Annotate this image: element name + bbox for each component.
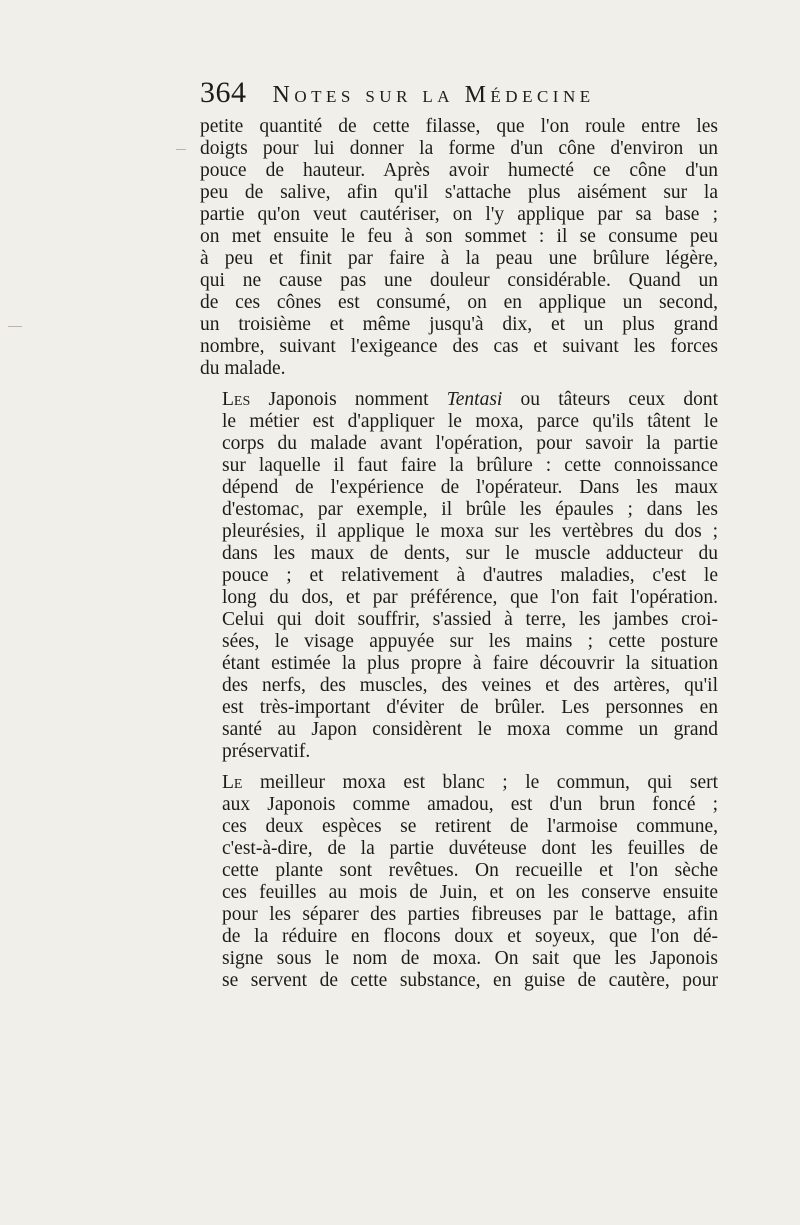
text-line: corps du malade avant l'opération, pour savoir la partie: [222, 433, 718, 454]
first-line: [200, 772, 718, 794]
body-text: [200, 116, 718, 992]
margin-mark: [8, 326, 22, 327]
line-fragment: ou tâteurs ceux dont: [520, 389, 719, 410]
text-line: un troisième et même jusqu'à dix, et un plus grand: [200, 314, 718, 335]
text-line: on met ensuite le feu à son sommet : il se consume peu: [200, 226, 718, 247]
first-line: [200, 389, 718, 411]
text-line: pour les séparer des parties fibreuses par le battage, afin: [222, 904, 718, 925]
line-fragment: Japonois nomment: [268, 389, 429, 410]
lead-word: Le: [222, 772, 243, 793]
text-line: de la réduire en flocons doux et soyeux, que l'on dé-: [222, 926, 718, 947]
margin-mark: [176, 149, 186, 150]
text-line: petite quantité de cette filasse, que l'on roule entre les: [200, 116, 718, 137]
paragraph-3: [200, 772, 718, 992]
text-line: d'estomac, par exemple, il brûle les épaules ; dans les: [222, 499, 718, 520]
page-number: 364: [200, 76, 247, 109]
lead-word: Les: [222, 389, 251, 410]
text-line: pouce de hauteur. Après avoir humecté ce cône d'un: [200, 160, 718, 181]
paragraph-2: [200, 389, 718, 763]
text-line: sur laquelle il faut faire la brûlure : cette connoissance: [222, 455, 718, 476]
italic-term: Tentasi: [446, 389, 503, 410]
text-line: préservatif.: [222, 741, 311, 762]
text-line: est très-important d'éviter de brûler. Les personnes en: [222, 697, 718, 718]
line-fragment: meilleur moxa est blanc ; le commun, qui sert: [260, 772, 719, 793]
running-header: [200, 76, 718, 110]
text-line: pleurésies, il applique le moxa sur les vertèbres du dos ;: [222, 521, 718, 542]
paragraph-1: [200, 116, 718, 380]
text-line: ces feuilles au mois de Juin, et on les conserve ensuite: [222, 882, 718, 903]
text-line: de ces cônes est consumé, on en applique un second,: [200, 292, 718, 313]
text-line: se servent de cette substance, en guise de cautère, pour: [222, 970, 718, 991]
text-line: à peu et finit par faire à la peau une brûlure légère,: [200, 248, 718, 269]
text-line: ces deux espèces se retirent de l'armoise commune,: [222, 816, 718, 837]
text-line: partie qu'on veut cautériser, on l'y applique par sa base ;: [200, 204, 718, 225]
text-line: sées, le visage appuyée sur les mains ; cette posture: [222, 631, 718, 652]
text-line: long du dos, et par préférence, que l'on fait l'opération.: [222, 587, 718, 608]
text-line: cette plante sont revêtues. On recueille et l'on sèche: [222, 860, 718, 881]
text-line: c'est-à-dire, de la partie duvéteuse dont les feuilles de: [222, 838, 718, 859]
text-line: aux Japonois comme amadou, est d'un brun foncé ;: [222, 794, 718, 815]
text-line: doigts pour lui donner la forme d'un cône d'environ un: [200, 138, 718, 159]
text-line: pouce ; et relativement à d'autres maladies, c'est le: [222, 565, 718, 586]
text-line: qui ne cause pas une douleur considérable. Quand un: [200, 270, 718, 291]
text-line: santé au Japon considèrent le moxa comme un grand: [222, 719, 718, 740]
text-line: peu de salive, afin qu'il s'attache plus aisément sur la: [200, 182, 718, 203]
text-line: Celui qui doit souffrir, s'assied à terre, les jambes croi-: [222, 609, 718, 630]
running-title: Notes sur la Médecine: [272, 82, 595, 108]
text-line: le métier est d'appliquer le moxa, parce qu'ils tâtent le: [222, 411, 718, 432]
text-line: dépend de l'expérience de l'opérateur. Dans les maux: [222, 477, 718, 498]
text-line: des nerfs, des muscles, des veines et des artères, qu'il: [222, 675, 718, 696]
text-line: dans les maux de dents, sur le muscle adducteur du: [222, 543, 718, 564]
text-line: du malade.: [200, 358, 286, 379]
text-line: signe sous le nom de moxa. On sait que les Japonois: [222, 948, 718, 969]
text-line: étant estimée la plus propre à faire découvrir la situation: [222, 653, 718, 674]
text-line: nombre, suivant l'exigeance des cas et suivant les forces: [200, 336, 718, 357]
